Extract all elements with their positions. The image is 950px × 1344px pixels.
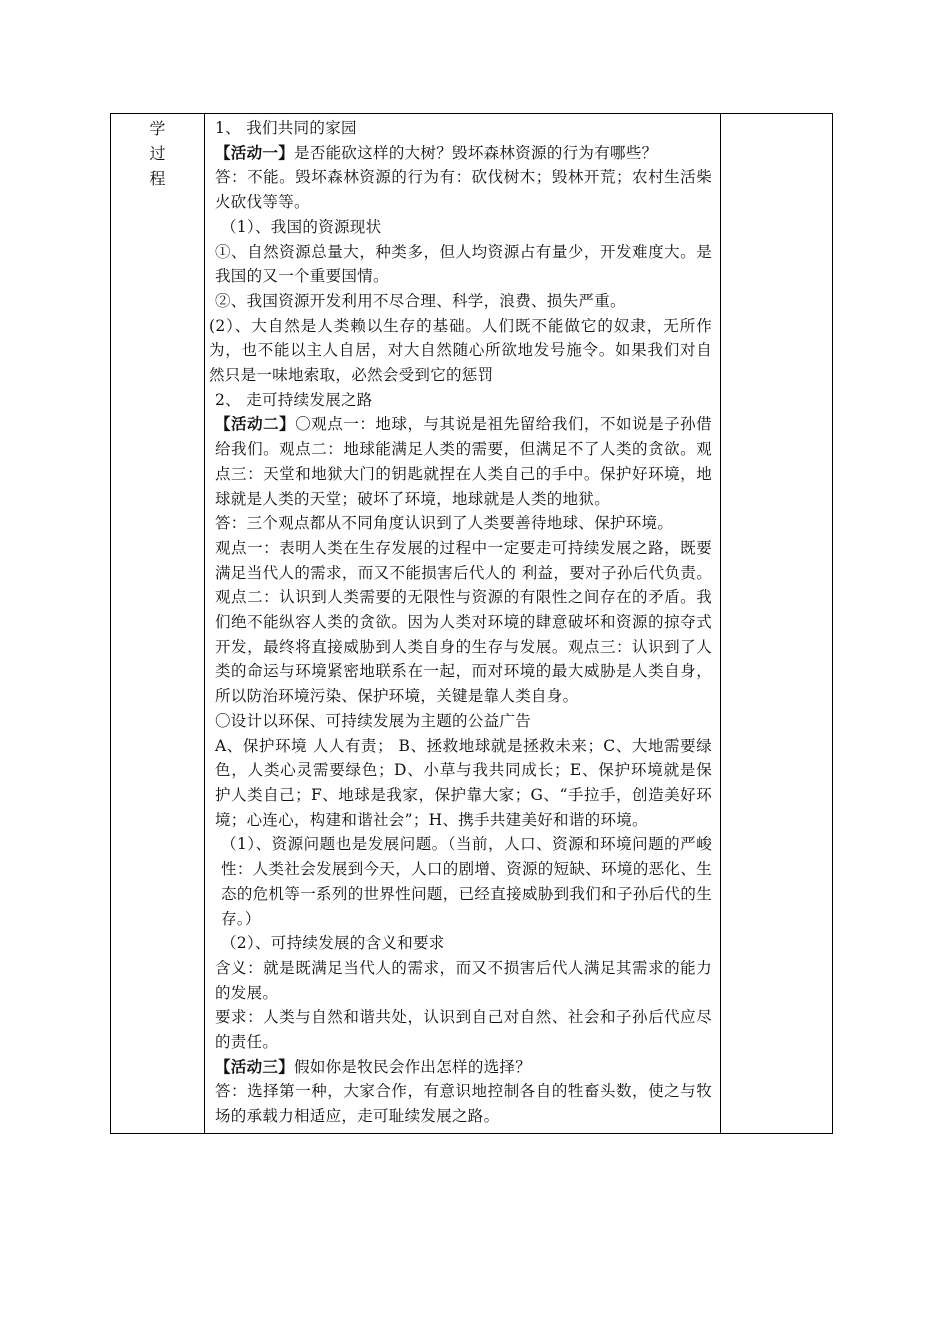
activity-heading: 【活动三】 xyxy=(215,1056,295,1076)
content-paragraph xyxy=(215,215,712,240)
content-paragraph xyxy=(215,734,712,833)
content-paragraph xyxy=(209,314,712,388)
section-label-cell xyxy=(111,114,205,1134)
content-paragraph xyxy=(215,412,712,511)
paragraph-text: 2、 走可持续发展之路 xyxy=(215,390,373,409)
content-paragraph xyxy=(215,141,712,166)
paragraph-text: A、保护环境 人人有责； B、拯救地球就是拯救未来；C、大地需要绿色，人类心灵需要绿色；D、小草与我共同成长；E、保护环境就是保护人类自己；F、地球是我家，保护靠大家；G、“手拉手，创造美好环境；心连心，构建和谐社会”；H、携手共建美好和谐的环境。 xyxy=(215,736,712,829)
paragraph-text: ②、我国资源开发利用不尽合理、科学，浪费、损失严重。 xyxy=(215,291,626,310)
content-paragraph xyxy=(215,388,712,413)
paragraph-text: 答：不能。毁坏森林资源的行为有：砍伐树木；毁林开荒；农村生活柴火砍伐等等。 xyxy=(215,168,712,212)
section-label-char: 程 xyxy=(149,169,166,188)
activity-heading: 【活动二】 xyxy=(215,414,296,434)
lesson-content xyxy=(205,114,720,1133)
paragraph-text: 答：三个观点都从不同角度认识到了人类要善待地球、保护环境。 xyxy=(215,514,674,533)
paragraph-text: （2）、可持续发展的含义和要求 xyxy=(221,934,445,953)
content-paragraph xyxy=(215,956,712,1005)
content-paragraph xyxy=(215,240,712,289)
paragraph-text: （1）、我国的资源现状 xyxy=(221,217,382,236)
paragraph-text: 〇设计以环保、可持续发展为主题的公益广告 xyxy=(215,711,532,730)
content-paragraph xyxy=(215,709,712,734)
content-paragraph xyxy=(215,931,712,956)
paragraph-text: ①、自然资源总量大，种类多，但人均资源占有量少，开发难度大。是我国的又一个重要国情。 xyxy=(215,242,712,286)
paragraph-text: 〇观点一：地球，与其说是祖先留给我们，不如说是子孙借给我们。观点二：地球能满足人类的需要，但满足不了人类的贪欲。观点三：天堂和地狱大门的钥匙就捏在人类自己的手中。保护好环境，地球就是人类的天堂；破坏了环境，地球就是人类的地狱。 xyxy=(215,415,712,508)
paragraph-text: 答：选择第一种，大家合作，有意识地控制各自的牲畜头数，使之与牧场的承载力相适应，走可耻续发展之路。 xyxy=(215,1082,712,1126)
paragraph-text: 含义：就是既满足当代人的需求，而又不损害后代人满足其需求的能力的发展。 xyxy=(215,958,712,1002)
content-paragraph xyxy=(215,1055,712,1080)
content-paragraph xyxy=(215,165,712,214)
paragraph-text: (2）、大自然是人类赖以生存的基础。人们既不能做它的奴隶，无所作为，也不能以主人自居，对大自然随心所欲地发号施令。如果我们对自然只是一味地索取，必然会受到它的惩罚 xyxy=(209,316,712,385)
activity-heading: 【活动一】 xyxy=(215,142,295,162)
lesson-table xyxy=(110,113,833,1134)
content-paragraph xyxy=(215,511,712,536)
content-cell xyxy=(205,114,721,1134)
paragraph-text: 1、 我们共同的家园 xyxy=(215,119,357,137)
content-paragraph xyxy=(215,289,712,314)
paragraph-text: （1）、资源问题也是发展问题。（当前，人口、资源和环境问题的严峻性：人类社会发展到今天，人口的剧增、资源的短缺、环境的恶化、生态的危机等一系列的世界性问题，已经直接威胁到我们和子孙后代的生存。） xyxy=(221,835,712,928)
notes-cell xyxy=(721,114,833,1134)
section-label-char: 学 xyxy=(149,119,166,138)
section-label-char: 过 xyxy=(149,144,166,163)
content-paragraph xyxy=(215,1005,712,1054)
content-paragraph xyxy=(215,832,712,931)
content-paragraph xyxy=(215,536,712,709)
table-row xyxy=(111,114,833,1134)
section-label xyxy=(111,114,204,191)
paragraph-text: 是否能砍这样的大树？毁坏森林资源的行为有哪些？ xyxy=(294,143,658,162)
paragraph-text: 观点一：表明人类在生存发展的过程中一定要走可持续发展之路，既要满足当代人的需求，而又不能损害后代人的 利益，要对子孙后代负责。观点二：认识到人类需要的无限性与资源的有限性之间存在的矛盾。我们绝不能纵容人类的贪欲。因为人类对环境的肆意破坏和资源的掠夺式开发，最终将直接威胁到人类自身的生存与发展。观点三：认识到了人类的命运与环境紧密地联系在一起，而对环境的最大威胁是人类自身，所以防治环境污染、保护环境，关键是靠人类自身。 xyxy=(215,538,712,706)
paragraph-text: 假如你是牧民会作出怎样的选择？ xyxy=(294,1057,532,1076)
content-paragraph xyxy=(215,116,712,141)
paragraph-text: 要求：人类与自然和谐共处，认识到自己对自然、社会和子孙后代应尽的责任。 xyxy=(215,1008,712,1052)
content-paragraph xyxy=(215,1079,712,1128)
